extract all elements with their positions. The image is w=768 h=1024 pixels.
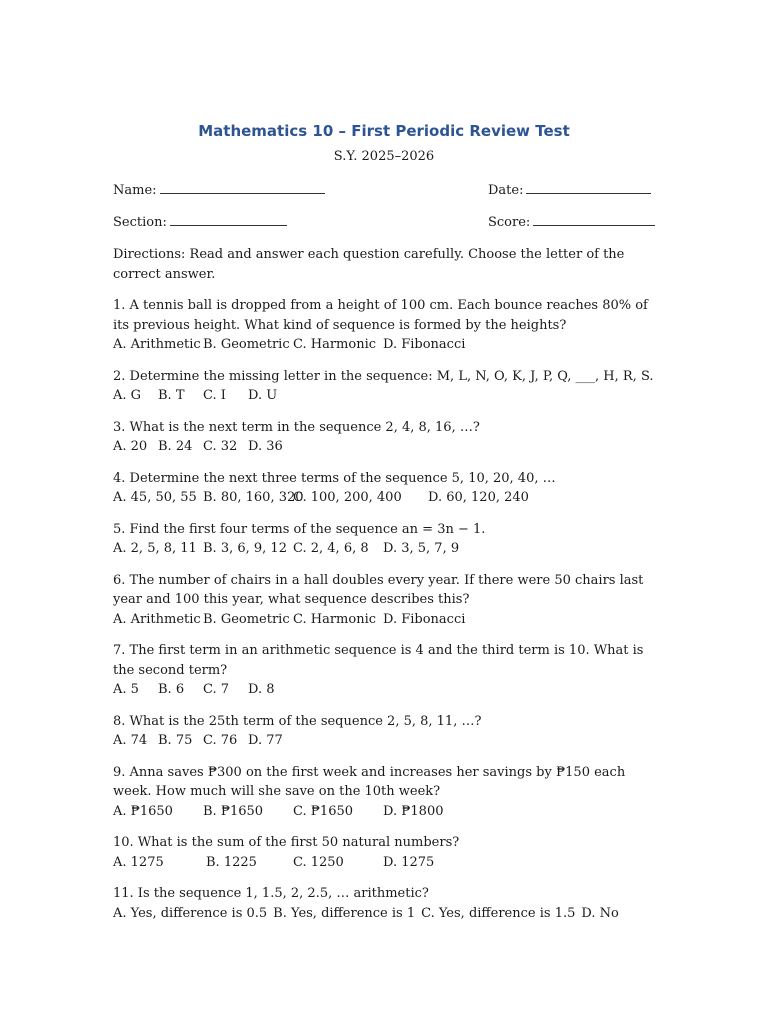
question-text: 5. Find the first four terms of the sequence an = 3n − 1. (113, 521, 486, 537)
answer-option: C. 100, 200, 400 (293, 490, 402, 505)
section-field (113, 213, 287, 230)
question-text: 2. Determine the missing letter in the sequence: M, L, N, O, K, J, P, Q, ___, H, R, S. (113, 368, 654, 384)
answer-option: C. 76 (203, 733, 238, 748)
answer-option: A. G (113, 388, 142, 403)
question-item (113, 712, 658, 751)
answer-option: C. Harmonic (293, 611, 377, 627)
answer-option: C. 32 (203, 439, 238, 454)
answer-options (113, 680, 658, 700)
answer-option: B. 3, 6, 9, 12 (203, 541, 287, 556)
question-text: 4. Determine the next three terms of the sequence 5, 10, 20, 40, … (113, 470, 556, 486)
answer-option: B. Geometric (203, 337, 290, 352)
answer-option: B. 6 (158, 682, 185, 697)
date-field (488, 181, 651, 198)
answer-options (113, 610, 658, 630)
question-item (113, 641, 658, 700)
section-label: Section: (113, 215, 167, 230)
question-item (113, 884, 658, 923)
answer-options (113, 539, 658, 559)
answer-option: A. Arithmetic (113, 337, 201, 352)
question-text: 9. Anna saves ₱300 on the first week and increases her savings by ₱150 each week. How much will she save on the 10th week? (113, 764, 626, 799)
answer-options (113, 335, 658, 355)
answer-option: A. 2, 5, 8, 11 (113, 541, 197, 556)
answer-options (113, 904, 658, 924)
question-item (113, 367, 658, 406)
question-text: 1. A tennis ball is dropped from a height of 100 cm. Each bounce reaches 80% of its previous height. What kind of sequence is formed by the heights? (113, 298, 648, 333)
question-item (113, 469, 658, 508)
answer-option: A. ₱1650 (113, 803, 173, 819)
answer-option: B. Geometric (203, 611, 290, 627)
answer-option: B. 80, 160, 320 (203, 490, 304, 505)
answer-option: D. 36 (248, 439, 283, 454)
answer-options (113, 802, 658, 822)
answer-option: C. ₱1650 (293, 803, 354, 819)
answer-option: D. 77 (248, 733, 283, 748)
answer-option: A. Arithmetic (113, 611, 201, 627)
answer-option: D. 3, 5, 7, 9 (383, 541, 460, 556)
question-item (113, 571, 658, 630)
answer-option: D. No (581, 905, 619, 921)
name-field (113, 181, 325, 198)
question-text: 7. The first term in an arithmetic sequence is 4 and the third term is 10. What is the second term? (113, 643, 644, 678)
question-text: 10. What is the sum of the first 50 natural numbers? (113, 835, 460, 850)
date-label: Date: (488, 183, 524, 198)
answer-option: C. 2, 4, 6, 8 (293, 541, 369, 556)
answer-option: A. Yes, difference is 0.5 (113, 905, 268, 921)
section-blank (170, 213, 287, 226)
question-text: 8. What is the 25th term of the sequence 2, 5, 8, 11, …? (113, 713, 482, 729)
question-item (113, 520, 658, 559)
answer-option: D. 60, 120, 240 (428, 490, 529, 505)
answer-option: B. 24 (158, 439, 193, 454)
question-item (113, 296, 658, 355)
test-title: Mathematics 10 – First Periodic Review Test (198, 122, 570, 140)
answer-option: A. 20 (113, 439, 148, 454)
question-list (113, 296, 658, 935)
name-label: Name: (113, 183, 157, 198)
name-blank (160, 181, 325, 194)
question-text: 11. Is the sequence 1, 1.5, 2, 2.5, … arithmetic? (113, 886, 429, 901)
answer-option: B. T (158, 388, 185, 403)
answer-option: B. 1225 (206, 854, 257, 870)
answer-option: D. ₱1800 (383, 803, 444, 819)
question-item (113, 763, 658, 822)
answer-option: B. 75 (158, 733, 193, 748)
answer-option: B. ₱1650 (203, 803, 264, 819)
score-field (488, 213, 655, 230)
answer-option: D. 1275 (383, 854, 435, 870)
school-year: S.Y. 2025–2026 (333, 149, 435, 164)
question-item (113, 833, 658, 872)
question-text: 3. What is the next term in the sequence 2, 4, 8, 16, …? (113, 419, 480, 435)
answer-options (113, 386, 658, 406)
answer-option: C. 1250 (293, 854, 344, 870)
answer-option: A. 45, 50, 55 (113, 490, 197, 505)
date-blank (526, 181, 651, 194)
answer-option: C. I (203, 388, 226, 403)
answer-option: D. Fibonacci (383, 611, 466, 627)
answer-option: D. U (248, 388, 278, 403)
answer-option: D. 8 (248, 682, 275, 697)
answer-option: A. 1275 (113, 854, 164, 870)
answer-option: A. 74 (113, 733, 148, 748)
directions: Directions: Read and answer each question carefully. Choose the letter of the correct answer. (113, 247, 625, 282)
answer-options (113, 437, 658, 457)
score-label: Score: (488, 215, 531, 230)
answer-option: C. Harmonic (293, 337, 377, 352)
question-item (113, 418, 658, 457)
answer-option: D. Fibonacci (383, 337, 466, 352)
answer-option: C. 7 (203, 682, 230, 697)
answer-option: C. Yes, difference is 1.5 (421, 905, 576, 921)
answer-options (113, 853, 658, 873)
score-blank (533, 213, 655, 226)
answer-option: B. Yes, difference is 1 (273, 905, 416, 921)
question-text: 6. The number of chairs in a hall doubles every year. If there were 50 chairs last year and 100 this year, what sequence describes this? (113, 572, 644, 607)
answer-options (113, 488, 658, 508)
answer-option: A. 5 (113, 682, 139, 697)
answer-options (113, 731, 658, 751)
